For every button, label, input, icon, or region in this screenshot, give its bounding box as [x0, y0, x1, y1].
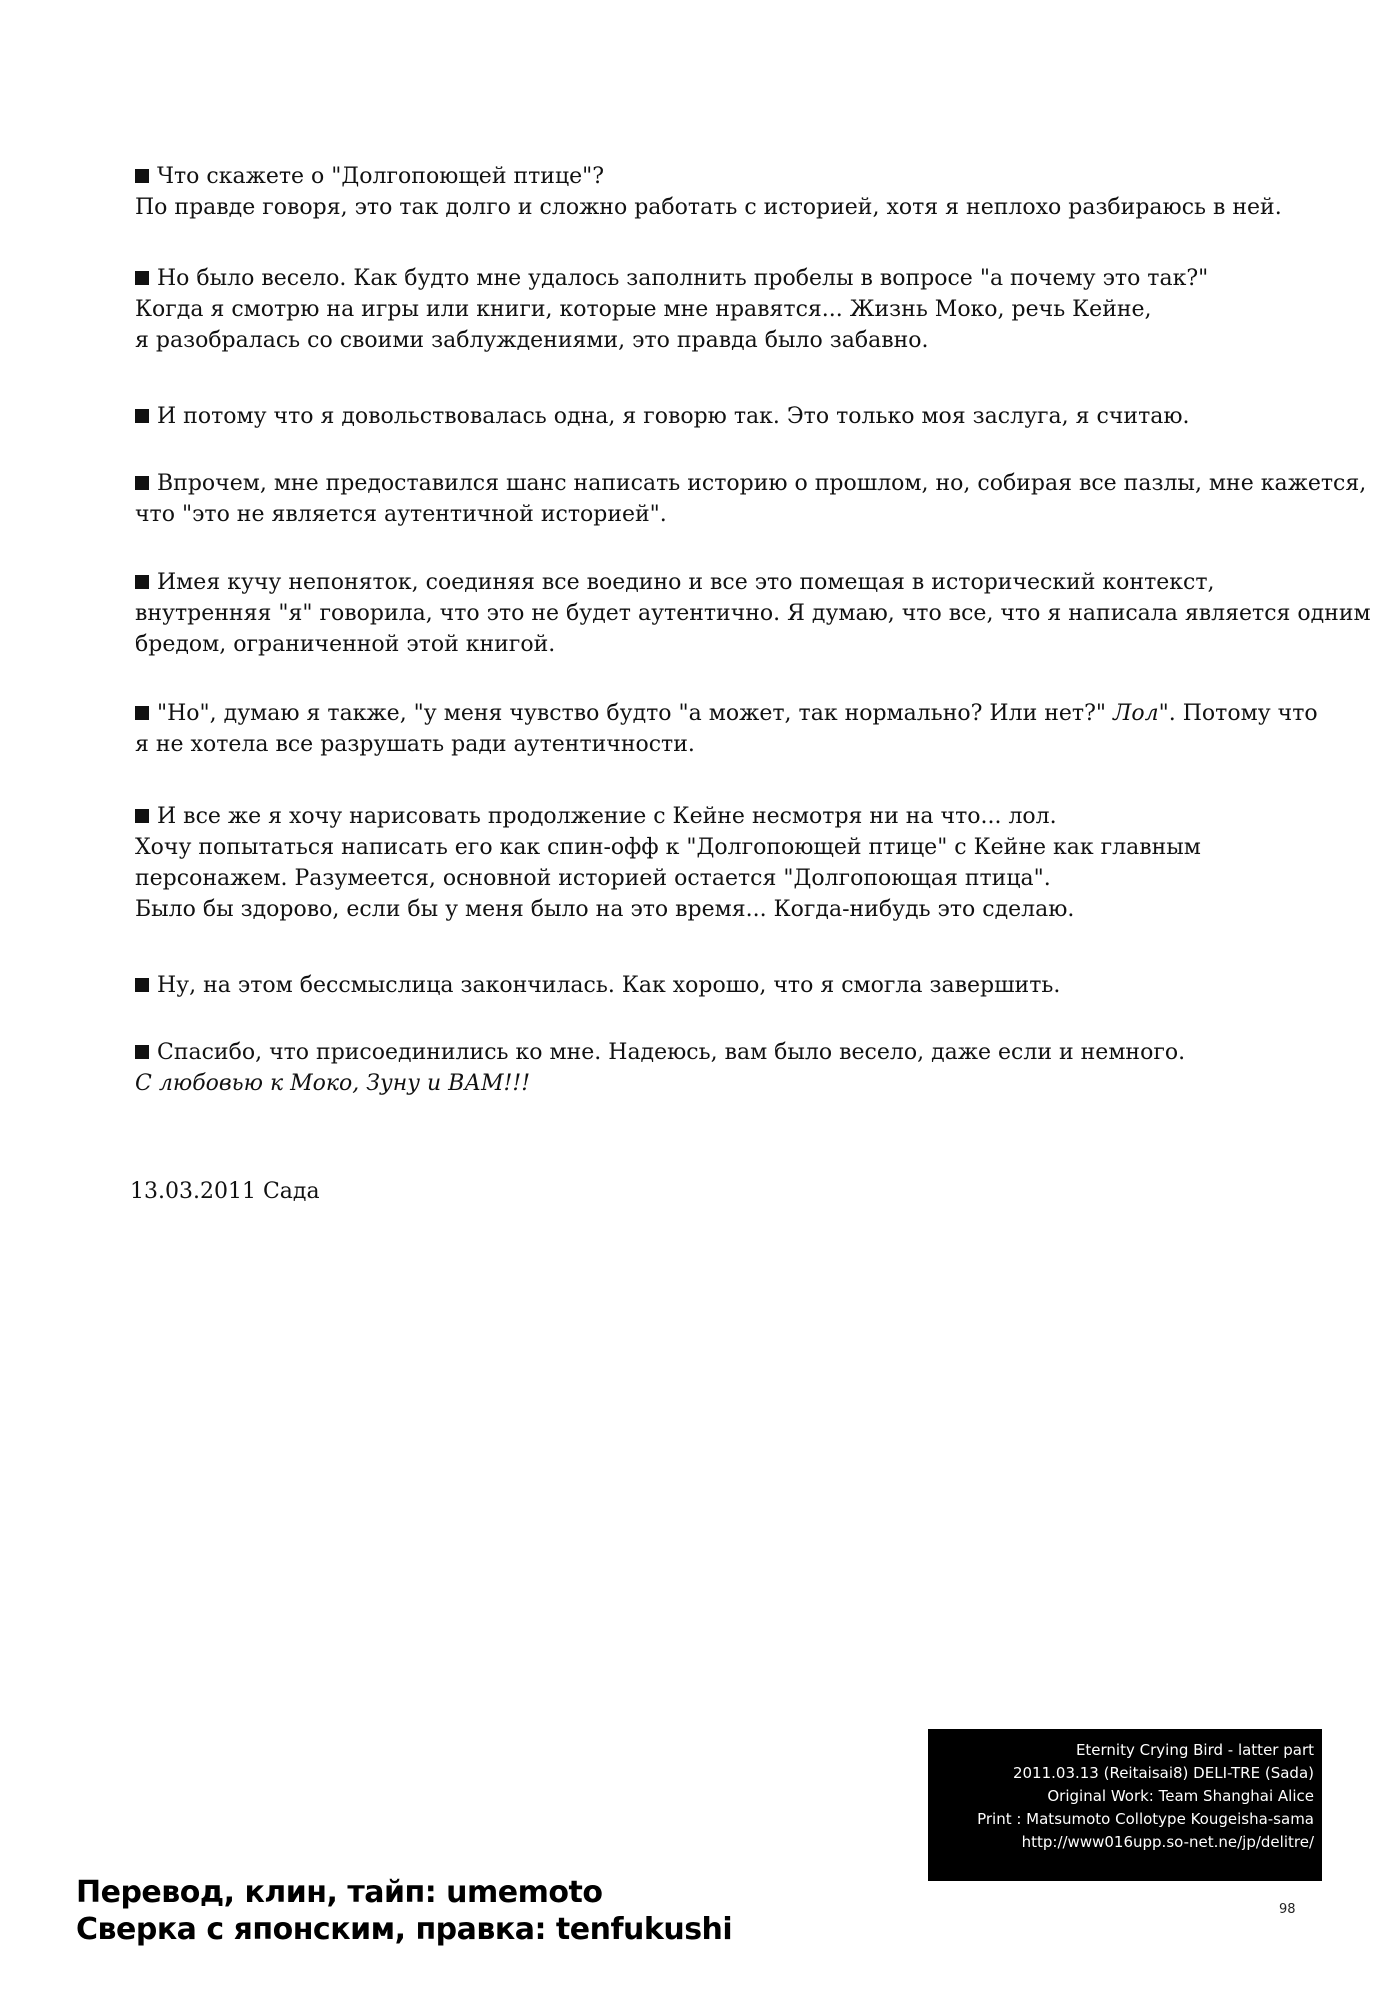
paragraph-line: персонажем. Разумеется, основной историей остается "Долгопоющая птица". [135, 866, 1051, 891]
paragraph-line [135, 970, 1350, 1001]
paragraph-7 [135, 801, 1350, 925]
paragraph-text: Спасибо, что присоединились ко мне. Надеюсь, вам было весело, даже если и немного. [157, 1040, 1186, 1065]
paragraph-text: Имея кучу непоняток, соединяя все воедино и все это помещая в исторический контекст, [157, 570, 1215, 595]
square-bullet-icon [135, 706, 149, 720]
square-bullet-icon [135, 271, 149, 285]
paragraph-text: И все же я хочу нарисовать продолжение с Кейне несмотря ни на что... лол. [157, 804, 1057, 829]
translation-credits [76, 1874, 732, 1948]
paragraph-6 [135, 698, 1350, 760]
square-bullet-icon [135, 169, 149, 183]
paragraph-text: ". Потому что [1158, 701, 1318, 726]
paragraph-text: Что скажете о "Долгопоющей птице"? [157, 164, 605, 189]
paragraph-text: Но было весело. Как будто мне удалось заполнить пробелы в вопросе "а почему это так?" [157, 266, 1209, 291]
paragraph-line: По правде говоря, это так долго и сложно работать с историей, хотя я неплохо разбираюсь в ней. [135, 195, 1282, 220]
paragraph-line: бредом, ограниченной этой книгой. [135, 632, 556, 657]
paragraph-line [135, 263, 1350, 294]
paragraph-line [135, 567, 1350, 598]
info-line: http://www016upp.so-net.ne/jp/delitre/ [1021, 1833, 1314, 1851]
paragraph-text: "Но", думаю я также, "у меня чувство будто "а может, так нормально? Или нет?" [157, 701, 1114, 726]
paragraph-5 [135, 567, 1371, 660]
square-bullet-icon [135, 978, 149, 992]
square-bullet-icon [135, 809, 149, 823]
paragraph-2 [135, 263, 1350, 356]
square-bullet-icon [135, 409, 149, 423]
paragraph-line [135, 1037, 1350, 1068]
paragraph-3 [135, 401, 1350, 432]
paragraph-line: я разобралась со своими заблуждениями, это правда было забавно. [135, 328, 929, 353]
paragraph-4 [135, 468, 1367, 530]
paragraph-line [135, 401, 1350, 432]
paragraph-line [135, 801, 1350, 832]
publication-info-box [928, 1729, 1322, 1881]
page-number: 98 [1279, 1902, 1296, 1917]
info-line: Eternity Crying Bird - latter part [1075, 1741, 1314, 1759]
paragraph-9 [135, 1037, 1350, 1099]
paragraph-line: Хочу попытаться написать его как спин-офф к "Долгопоющей птице" с Кейне как главным [135, 835, 1201, 860]
paragraph-1 [135, 161, 1350, 223]
paragraph-italic-line: С любовью к Моко, Зуну и ВАМ!!! [135, 1071, 531, 1096]
paragraph-line: я не хотела все разрушать ради аутентичности. [135, 732, 695, 757]
paragraph-line: что "это не является аутентичной историей". [135, 502, 667, 527]
signature-date: 13.03.2011 Сада [130, 1179, 320, 1204]
paragraph-line: внутренняя "я" говорила, что это не будет аутентично. Я думаю, что все, что я написала является одним [135, 601, 1371, 626]
paragraph-text: Впрочем, мне предоставился шанс написать историю о прошлом, но, собирая все пазлы, мне кажется, [157, 471, 1367, 496]
square-bullet-icon [135, 476, 149, 490]
paragraph-line: Было бы здорово, если бы у меня было на это время... Когда-нибудь это сделаю. [135, 897, 1075, 922]
paragraph-text: Ну, на этом бессмыслица закончилась. Как хорошо, что я смогла завершить. [157, 973, 1061, 998]
square-bullet-icon [135, 575, 149, 589]
paragraph-line [135, 698, 1350, 729]
credit-line: Перевод, клин, тайп: umemoto [76, 1875, 603, 1910]
paragraph-text: И потому что я довольствовалась одна, я говорю так. Это только моя заслуга, я считаю. [157, 404, 1190, 429]
info-line: Print : Matsumoto Collotype Kougeisha-sama [977, 1810, 1314, 1828]
square-bullet-icon [135, 1045, 149, 1059]
info-line: 2011.03.13 (Reitaisai8) DELI-TRE (Sada) [1012, 1764, 1314, 1782]
paragraph-line: Когда я смотрю на игры или книги, которые мне нравятся... Жизнь Моко, речь Кейне, [135, 297, 1152, 322]
info-line: Original Work: Team Shanghai Alice [1047, 1787, 1314, 1805]
paragraph-italic-text: Лол [1113, 701, 1159, 726]
credit-line: Сверка с японским, правка: tenfukushi [76, 1912, 733, 1947]
paragraph-line [135, 468, 1367, 499]
paragraph-8 [135, 970, 1350, 1001]
paragraph-line [135, 161, 1350, 192]
